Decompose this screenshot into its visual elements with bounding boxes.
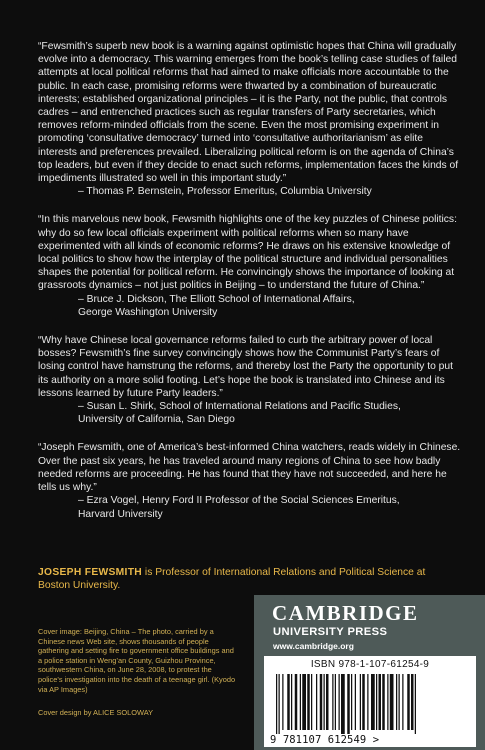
barcode-bar xyxy=(415,674,416,734)
barcode-bar xyxy=(411,674,414,730)
barcode-bar xyxy=(402,674,403,730)
blurb-dickson xyxy=(38,213,462,319)
attribution-line: – Susan L. Shirk, School of International Relations and Pacific Studies, xyxy=(78,401,401,413)
isbn-label: ISBN 978-1-107-61254-9 xyxy=(310,659,430,670)
barcode-bar xyxy=(382,674,385,730)
barcode-bar xyxy=(291,674,292,730)
barcode-bar xyxy=(316,674,317,730)
barcode-bar xyxy=(376,674,377,730)
blurb-attribution xyxy=(78,185,462,198)
barcode-box xyxy=(264,656,476,747)
barcode-bar xyxy=(387,674,388,730)
barcode-bar xyxy=(282,674,283,730)
barcode-bar xyxy=(307,674,310,730)
attribution-line: – Bruce J. Dickson, The Elliott School of International Affairs, xyxy=(78,293,355,305)
blurb-shirk xyxy=(38,334,462,426)
barcode-bar xyxy=(279,674,280,734)
barcode-bar xyxy=(390,674,394,730)
barcode-bar xyxy=(332,674,333,730)
barcode-bar xyxy=(367,674,368,730)
blurb-text: “In this marvelous new book, Fewsmith highlights one of the key puzzles of Chinese politics: why do so few local officials experiment with political reforms when so many have experimented with all kinds of economic reforms? He draws on his extensive knowledge of local politics to show how the interplay of the political structure and individual personalities shapes the potential for political reform. He convincingly shows the importance of looking at grassroots dynamics – not just politics in Beijing – to understand the future of China.” xyxy=(38,214,457,292)
barcode-bar xyxy=(295,674,298,730)
barcode-image xyxy=(274,674,466,734)
barcode-bar xyxy=(347,674,350,734)
author-name: JOSEPH FEWSMITH xyxy=(38,567,143,578)
attribution-line: University of California, San Diego xyxy=(78,414,235,426)
publisher-subtitle: UNIVERSITY PRESS xyxy=(273,626,388,638)
barcode-bar xyxy=(339,674,340,730)
blurbs-section xyxy=(38,40,462,536)
cover-image-credit: Cover image: Beijing, China – The photo, carried by a Chinese news Web site, shows thousands of people gathering and setting fire to government office buildings and a police station in Weng’an County, Guizhou Province, southwestern China, on June 28, 2008, to protest the police’s investigation into the death of a teenage girl. (Kyodo via AP Images) xyxy=(38,627,236,694)
blurb-text: “Fewsmith’s superb new book is a warning against optimistic hopes that China will gradually evolve into a democracy. This warning emerges from the book’s telling case studies of failed attempts at local political reforms that had aimed to make officials more accountable to the public. In each case, promising reforms were thwarted by a combination of bureaucratic interests; established organizational principles – it is the Party, not the public, that controls cadres – and entrenched practices such as regular transfers of Party secretaries, which removes reform-minded officials from the scene. Even the most promising experiment in promoting ‘consultative democracy’ turned into ‘consultative authoritarianism’ as elite interests and preferences prevailed. Liberalizing political reform is on the agenda of China’s top leaders, but even if they decide to enact such reforms, implementation faces the kinds of impediments illustrated so well in this important study.” xyxy=(38,41,459,185)
barcode-bar xyxy=(326,674,329,730)
blurb-attribution xyxy=(78,494,462,520)
blurb-attribution xyxy=(78,293,462,319)
blurb-text: “Joseph Fewsmith, one of America’s best-informed China watchers, reads widely in Chinese. Over the past six years, he has traveled around many regions of China to see how badly needed reforms are proceeding. He has found that they have not succeeded, and here he tells us why.” xyxy=(38,442,461,494)
barcode-bar xyxy=(362,674,365,730)
barcode-bar xyxy=(407,674,410,730)
barcode-bar xyxy=(355,674,356,730)
barcode-digits: 9 781107 612549 > xyxy=(270,734,380,746)
barcode-bar xyxy=(371,674,375,730)
barcode-bar xyxy=(324,674,325,730)
cover-design-credit: Cover design by ALICE SOLOWAY xyxy=(38,708,154,717)
blurb-bernstein xyxy=(38,40,462,198)
attribution-line: – Ezra Vogel, Henry Ford II Professor of the Social Sciences Emeritus, xyxy=(78,495,400,507)
blurb-attribution xyxy=(78,400,462,426)
barcode-bar xyxy=(320,674,323,730)
barcode-bar xyxy=(351,674,352,730)
barcode-bar xyxy=(341,674,345,734)
barcode-bar xyxy=(276,674,277,734)
publisher-url: www.cambridge.org xyxy=(273,641,354,651)
publisher-panel xyxy=(254,595,485,750)
barcode-bar xyxy=(379,674,382,730)
author-bio xyxy=(38,566,458,592)
barcode-bar xyxy=(399,674,400,730)
barcode-bar xyxy=(335,674,336,730)
publisher-name: CAMBRIDGE xyxy=(272,601,419,625)
author-bio-text: is Professor of International Relations and Political Science at Boston University. xyxy=(38,567,426,592)
barcode-bar xyxy=(396,674,397,730)
attribution-line: – Thomas P. Bernstein, Professor Emeritus, Columbia University xyxy=(78,186,372,198)
barcode-bar xyxy=(302,674,306,730)
blurb-vogel xyxy=(38,441,462,520)
attribution-line: George Washington University xyxy=(78,306,218,318)
blurb-text: “Why have Chinese local governance reforms failed to curb the arbitrary power of local bosses? Fewsmith’s fine survey convincingly shows how the Communist Party’s fears of losing control have hamstrung the reforms, and thereby lost the Party the opportunity to put its authority on a more solid footing. Let’s hope the book is translated into Chinese and its lessons learned by future Party leaders.” xyxy=(38,335,453,399)
barcode-bar xyxy=(311,674,312,730)
barcode-bar xyxy=(300,674,301,730)
barcode-bar xyxy=(360,674,361,730)
attribution-line: Harvard University xyxy=(78,508,163,520)
barcode-bar xyxy=(287,674,290,730)
